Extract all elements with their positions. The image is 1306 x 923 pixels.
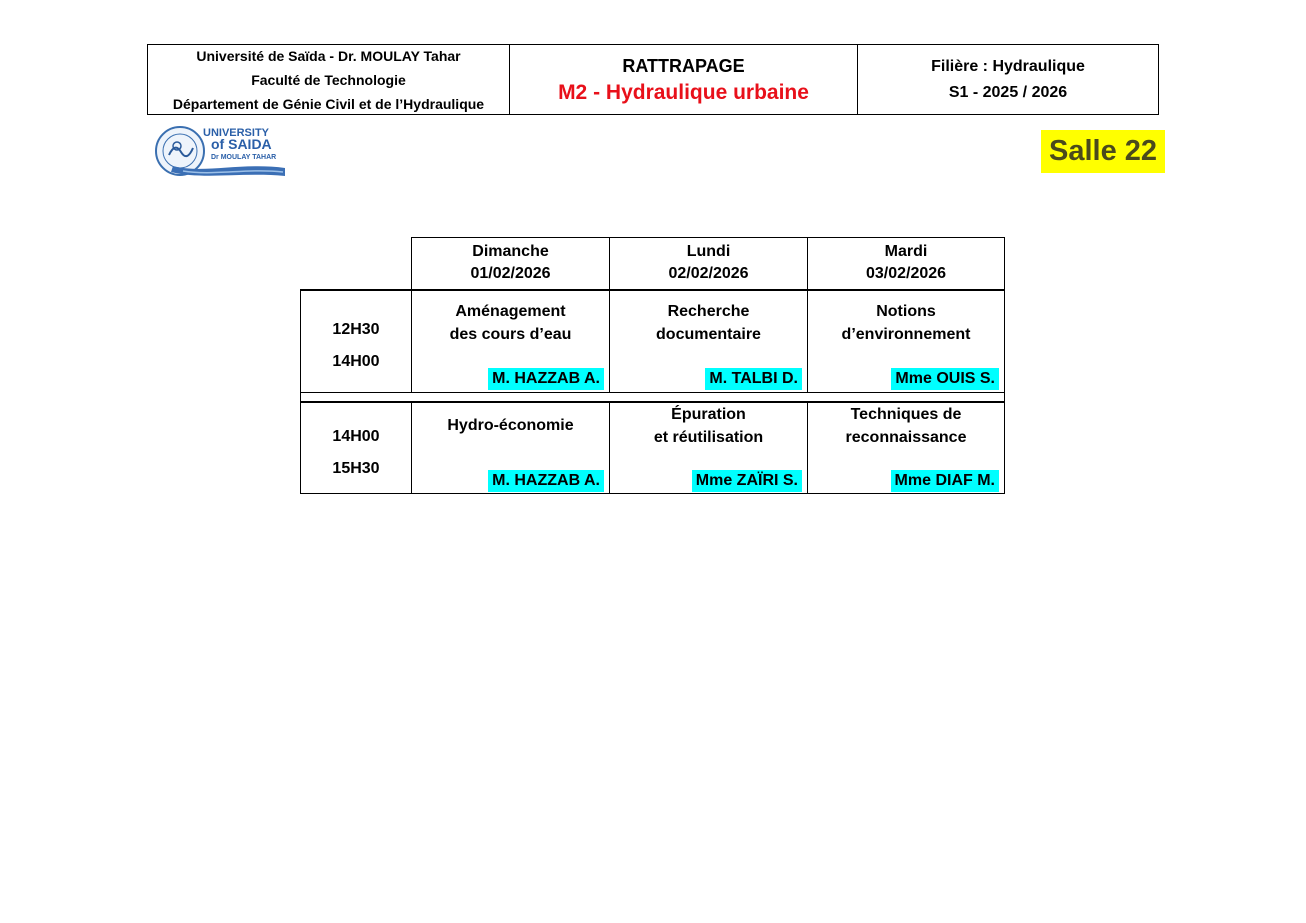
day-header-dimanche (412, 238, 609, 288)
page-title: RATTRAPAGE (622, 55, 745, 76)
course-name-line: Techniques de (850, 406, 962, 423)
teacher-badge: Mme DIAF M. (891, 470, 999, 492)
institution-cell (148, 45, 510, 114)
course-name-line: des cours d’eau (449, 326, 572, 343)
course-name-line: Aménagement (455, 303, 566, 320)
filiere-label: Filière : Hydraulique (931, 57, 1085, 75)
teacher-badge: Mme ZAÏRI S. (692, 470, 802, 492)
teacher-badge: M. TALBI D. (705, 368, 802, 390)
course-cell (808, 403, 1004, 449)
course-name-line: d’environnement (841, 326, 971, 343)
logo-line3: Dr MOULAY TAHAR (211, 154, 277, 161)
university-name: Université de Saïda - Dr. MOULAY Tahar (196, 47, 461, 64)
teacher-badge: M. HAZZAB A. (488, 368, 604, 390)
day-name: Dimanche (472, 243, 549, 260)
title-cell (510, 45, 858, 114)
course-name-line: Recherche (667, 303, 750, 320)
slot-end: 14H00 (332, 353, 380, 370)
slot-end: 15H30 (332, 460, 380, 477)
day-name: Mardi (884, 243, 928, 260)
course-cell (808, 300, 1004, 346)
course-name-line: documentaire (656, 326, 761, 343)
course-name-line: et réutilisation (653, 429, 764, 446)
day-date: 03/02/2026 (865, 265, 947, 282)
header-table (147, 44, 1159, 115)
logo-line1: UNIVERSITY (203, 127, 270, 139)
day-name: Lundi (686, 243, 731, 260)
time-slot-1 (301, 314, 411, 378)
semester-label: S1 - 2025 / 2026 (948, 83, 1068, 101)
university-logo-graphic (153, 122, 289, 180)
slot-start: 12H30 (332, 321, 380, 338)
logo-line2: of SAIDA (211, 136, 272, 152)
day-date: 01/02/2026 (470, 265, 551, 282)
course-cell (412, 414, 609, 437)
teacher-badge: Mme OUIS S. (891, 368, 999, 390)
program-title: M2 - Hydraulique urbaine (558, 80, 809, 104)
course-name-line: Épuration (671, 406, 746, 423)
university-logo (153, 122, 289, 180)
course-name-line: reconnaissance (845, 429, 967, 446)
filiere-cell (858, 45, 1158, 114)
course-cell (610, 403, 807, 449)
slot-start: 14H00 (332, 428, 380, 445)
course-cell (610, 300, 807, 346)
course-name-line: Notions (876, 303, 936, 320)
day-date: 02/02/2026 (668, 265, 749, 282)
faculty-name: Faculté de Technologie (251, 71, 406, 88)
day-header-mardi (808, 238, 1004, 288)
time-slot-2 (301, 421, 411, 485)
department-name: Département de Génie Civil et de l’Hydraulique (172, 95, 485, 112)
teacher-badge: M. HAZZAB A. (488, 470, 604, 492)
course-name-line: Hydro-économie (447, 417, 574, 434)
room-label: Salle 22 (1041, 130, 1165, 173)
day-header-lundi (610, 238, 807, 288)
course-cell (412, 300, 609, 346)
